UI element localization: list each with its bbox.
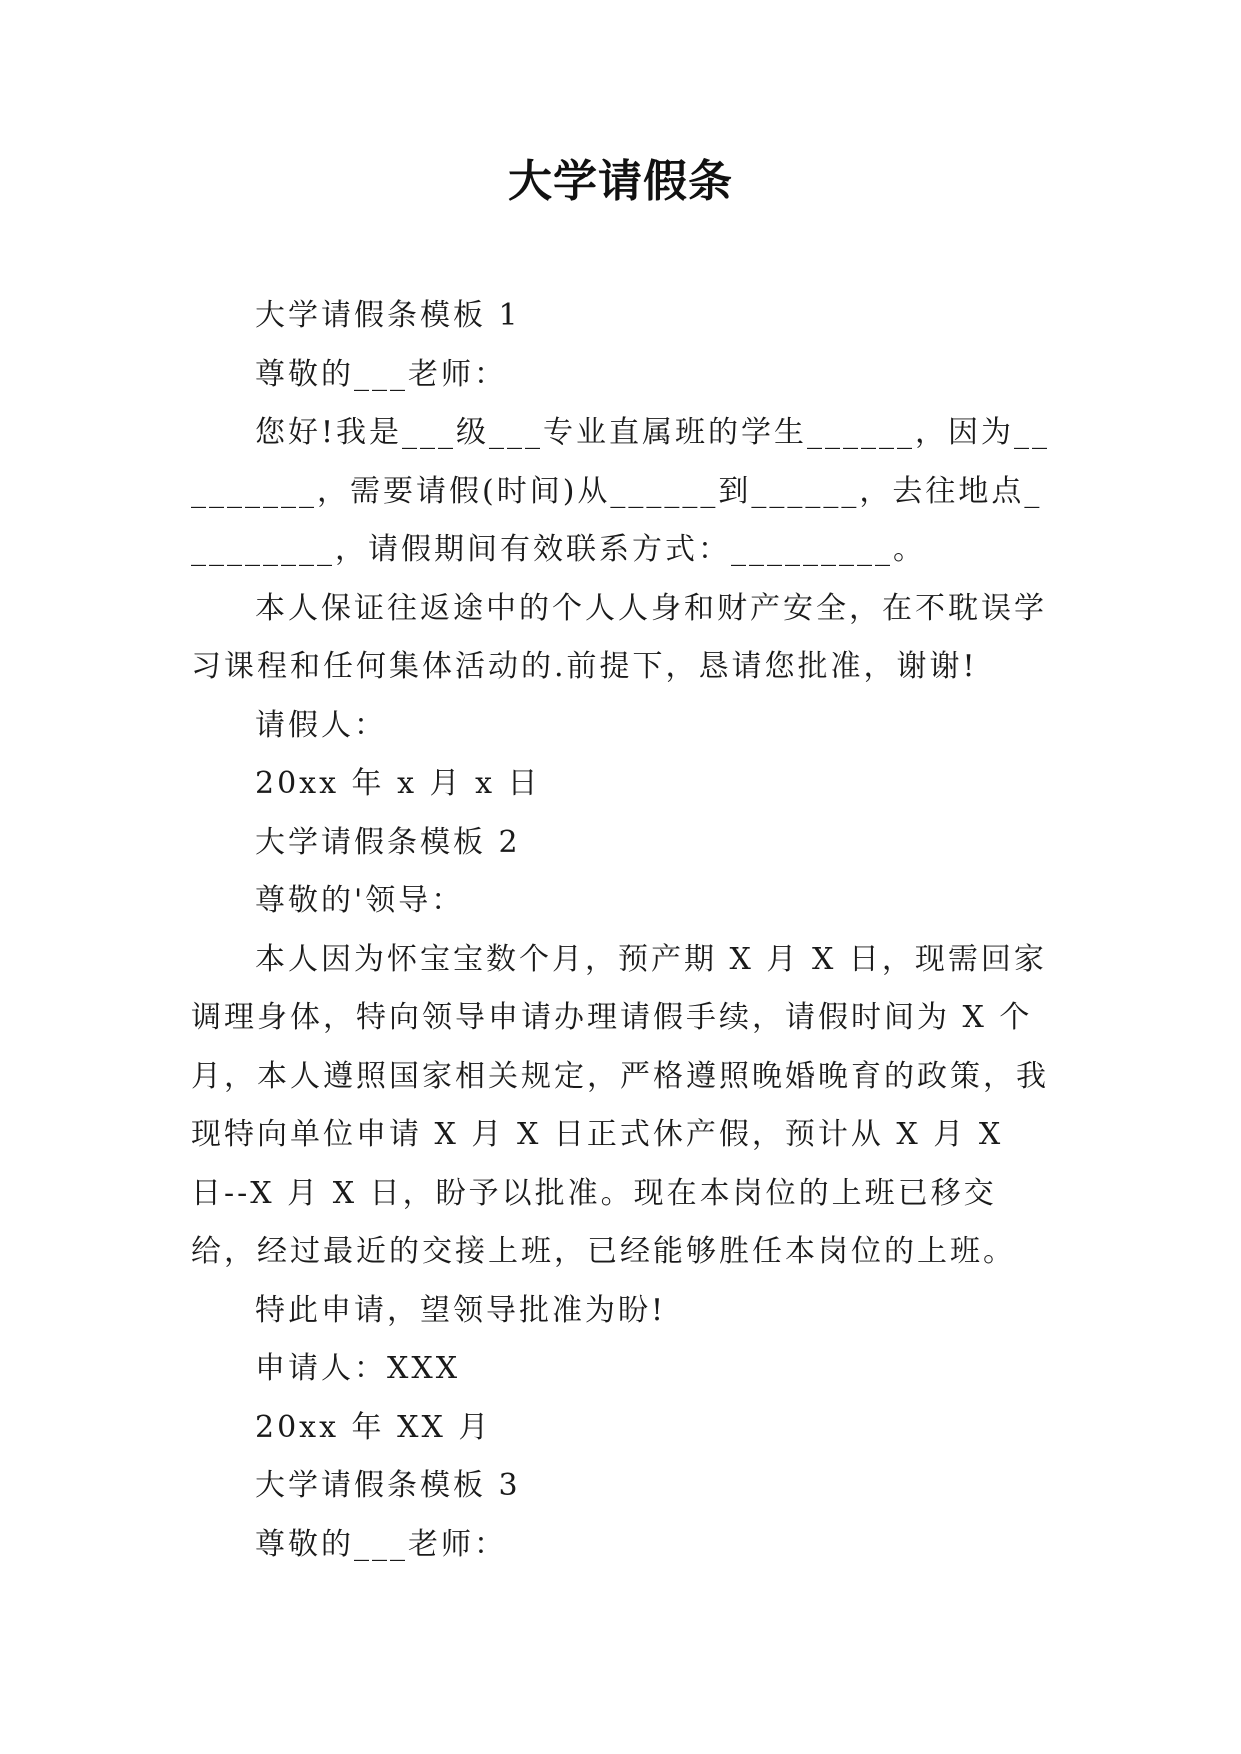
template-heading-3: 大学请假条模板 3 bbox=[255, 1468, 521, 1503]
closing-request: 特此申请，望领导批准为盼! bbox=[255, 1292, 667, 1328]
guarantee-paragraph: 本人保证往返途中的个人人身和财产安全，在不耽误学习课程和任何集体活动的.前提下，恳请您批准，谢谢! bbox=[191, 590, 1047, 684]
template-heading-2: 大学请假条模板 2 bbox=[255, 824, 521, 860]
request-paragraph: 您好!我是___级___专业直属班的学生______，因为_________，需要请假(时间)从______到______，去往地点_________，请假期间有效联系方式：_________。 bbox=[191, 415, 1051, 567]
template-heading-1: 大学请假条模板 1 bbox=[255, 298, 521, 333]
applicant-label: 请假人： bbox=[255, 707, 387, 743]
date-line-2: 20xx 年 XX 月 bbox=[255, 1409, 492, 1445]
salutation-teacher: 尊敬的___老师： bbox=[255, 356, 507, 392]
applicant-name: 申请人：XXX bbox=[255, 1351, 461, 1386]
date-line: 20xx 年 x 月 x 日 bbox=[255, 766, 541, 801]
document-body bbox=[191, 287, 1051, 1574]
maternity-leave-paragraph: 本人因为怀宝宝数个月，预产期 X 月 X 日，现需回家调理身体，特向领导申请办理请假手续，请假时间为 X 个月，本人遵照国家相关规定，严格遵照晚婚晚育的政策，我现特向单位申请 X 月 X 日正式休产假，预计从 X 月 X 日--X 月 X 日，盼予以批准。现在本岗位的上班已移交给，经过最近的交接上班，已经能够胜任本岗位的上班。 bbox=[191, 941, 1049, 1269]
salutation-teacher-3: 尊敬的___老师： bbox=[255, 1526, 507, 1562]
salutation-leader: 尊敬的'领导： bbox=[255, 883, 465, 918]
document-title: 大学请假条 bbox=[508, 156, 733, 207]
